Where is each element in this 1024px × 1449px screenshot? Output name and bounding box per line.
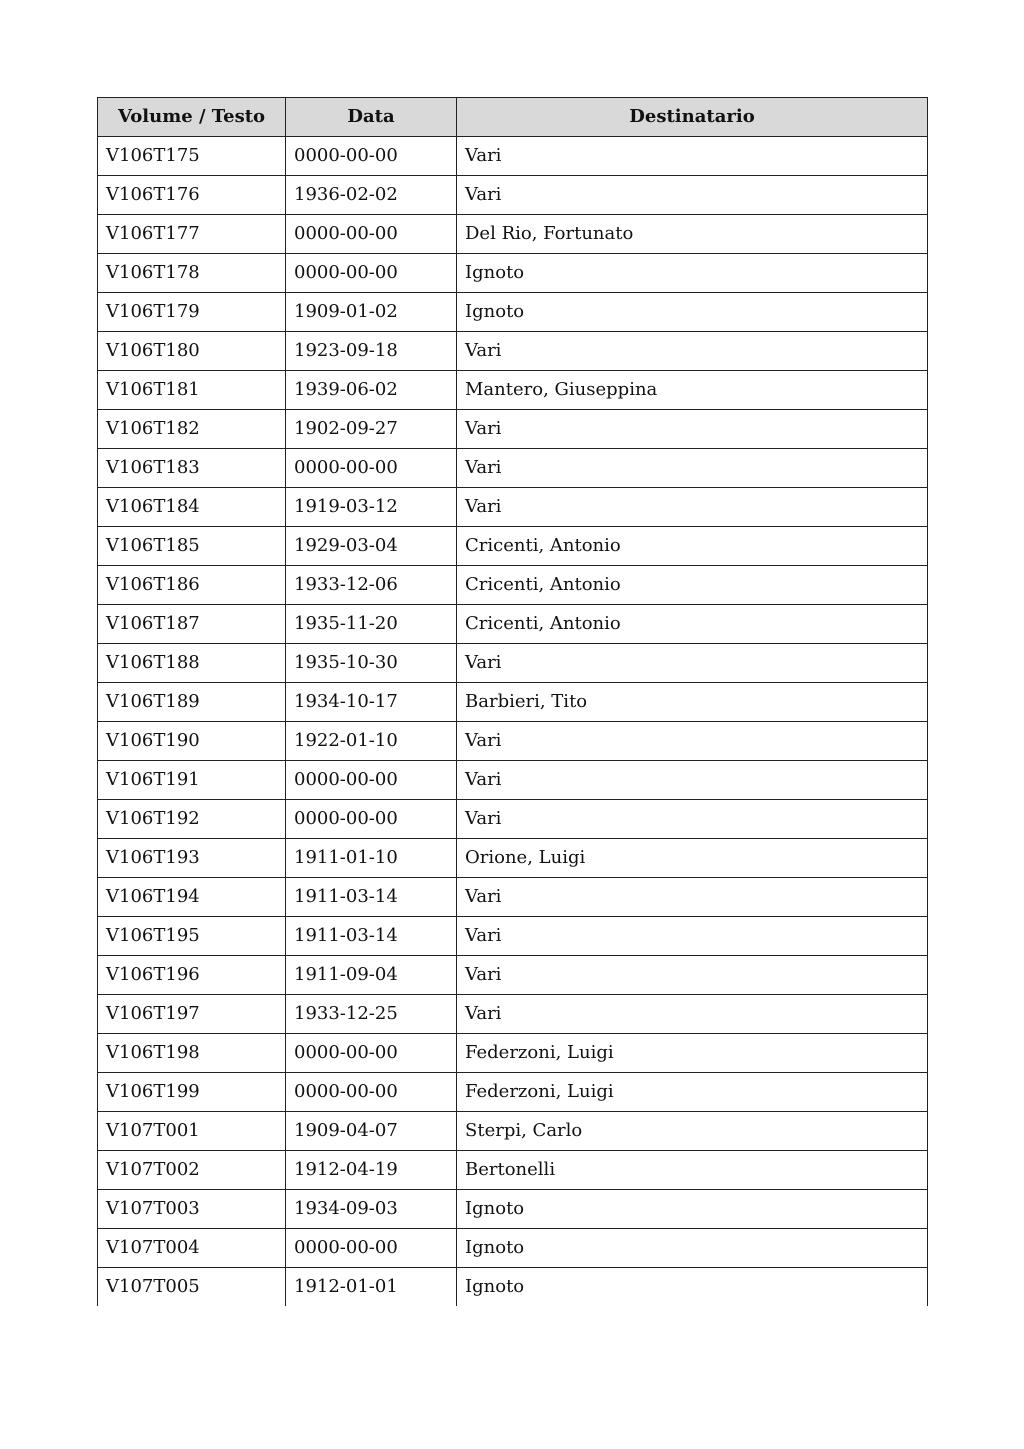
letters-table — [97, 97, 928, 1306]
data-cell: 0000-00-00 — [286, 137, 457, 176]
data-cell: 1923-09-18 — [286, 332, 457, 371]
destinatario-cell: Vari — [457, 917, 928, 956]
table-body — [98, 137, 928, 1307]
table-row — [98, 527, 928, 566]
destinatario-cell: Vari — [457, 722, 928, 761]
volume-testo-cell: V106T183 — [98, 449, 286, 488]
destinatario-cell: Del Rio, Fortunato — [457, 215, 928, 254]
table-row — [98, 1073, 928, 1112]
destinatario-cell: Vari — [457, 995, 928, 1034]
destinatario-cell: Ignoto — [457, 293, 928, 332]
destinatario-cell: Cricenti, Antonio — [457, 605, 928, 644]
data-cell: 0000-00-00 — [286, 1229, 457, 1268]
data-cell: 1922-01-10 — [286, 722, 457, 761]
volume-testo-cell: V106T193 — [98, 839, 286, 878]
destinatario-cell: Vari — [457, 410, 928, 449]
data-cell: 1933-12-25 — [286, 995, 457, 1034]
destinatario-cell: Bertonelli — [457, 1151, 928, 1190]
data-cell: 1935-11-20 — [286, 605, 457, 644]
table-row — [98, 800, 928, 839]
destinatario-cell: Sterpi, Carlo — [457, 1112, 928, 1151]
data-cell: 1911-09-04 — [286, 956, 457, 995]
volume-testo-cell: V106T197 — [98, 995, 286, 1034]
volume-testo-cell: V107T005 — [98, 1268, 286, 1307]
table-row — [98, 1112, 928, 1151]
volume-testo-cell: V107T003 — [98, 1190, 286, 1229]
volume-testo-cell: V106T184 — [98, 488, 286, 527]
volume-testo-cell: V106T192 — [98, 800, 286, 839]
data-cell: 0000-00-00 — [286, 1073, 457, 1112]
data-cell: 0000-00-00 — [286, 254, 457, 293]
volume-testo-cell: V106T189 — [98, 683, 286, 722]
volume-testo-cell: V106T194 — [98, 878, 286, 917]
data-cell: 1909-01-02 — [286, 293, 457, 332]
table-header — [98, 98, 928, 137]
destinatario-cell: Vari — [457, 878, 928, 917]
volume-testo-cell: V106T177 — [98, 215, 286, 254]
data-cell: 1933-12-06 — [286, 566, 457, 605]
destinatario-cell: Vari — [457, 488, 928, 527]
destinatario-cell: Ignoto — [457, 1190, 928, 1229]
column-header-volume-testo: Volume / Testo — [98, 98, 286, 137]
destinatario-cell: Federzoni, Luigi — [457, 1034, 928, 1073]
data-cell: 1911-03-14 — [286, 878, 457, 917]
destinatario-cell: Cricenti, Antonio — [457, 527, 928, 566]
table-row — [98, 839, 928, 878]
table-row — [98, 917, 928, 956]
table-row — [98, 878, 928, 917]
table-row — [98, 488, 928, 527]
volume-testo-cell: V106T179 — [98, 293, 286, 332]
data-cell: 0000-00-00 — [286, 215, 457, 254]
destinatario-cell: Mantero, Giuseppina — [457, 371, 928, 410]
destinatario-cell: Vari — [457, 761, 928, 800]
table-row — [98, 215, 928, 254]
destinatario-cell: Ignoto — [457, 254, 928, 293]
volume-testo-cell: V106T196 — [98, 956, 286, 995]
table-row — [98, 371, 928, 410]
table-row — [98, 683, 928, 722]
destinatario-cell: Federzoni, Luigi — [457, 1073, 928, 1112]
volume-testo-cell: V106T195 — [98, 917, 286, 956]
header-row — [98, 98, 928, 137]
table-row — [98, 722, 928, 761]
volume-testo-cell: V106T178 — [98, 254, 286, 293]
column-header-destinatario: Destinatario — [457, 98, 928, 137]
volume-testo-cell: V107T002 — [98, 1151, 286, 1190]
data-cell: 1939-06-02 — [286, 371, 457, 410]
table-row — [98, 293, 928, 332]
destinatario-cell: Vari — [457, 137, 928, 176]
destinatario-cell: Vari — [457, 176, 928, 215]
table-row — [98, 644, 928, 683]
data-cell: 1912-04-19 — [286, 1151, 457, 1190]
volume-testo-cell: V106T176 — [98, 176, 286, 215]
column-header-data: Data — [286, 98, 457, 137]
data-cell: 1934-10-17 — [286, 683, 457, 722]
volume-testo-cell: V106T187 — [98, 605, 286, 644]
table-row — [98, 137, 928, 176]
volume-testo-cell: V106T185 — [98, 527, 286, 566]
volume-testo-cell: V106T188 — [98, 644, 286, 683]
table-row — [98, 1229, 928, 1268]
data-cell: 0000-00-00 — [286, 449, 457, 488]
table-row — [98, 449, 928, 488]
volume-testo-cell: V106T180 — [98, 332, 286, 371]
destinatario-cell: Cricenti, Antonio — [457, 566, 928, 605]
table-row — [98, 176, 928, 215]
table-row — [98, 1268, 928, 1307]
destinatario-cell: Vari — [457, 332, 928, 371]
data-cell: 1911-01-10 — [286, 839, 457, 878]
table-row — [98, 995, 928, 1034]
data-cell: 1902-09-27 — [286, 410, 457, 449]
data-cell: 1929-03-04 — [286, 527, 457, 566]
data-cell: 0000-00-00 — [286, 800, 457, 839]
data-cell: 1909-04-07 — [286, 1112, 457, 1151]
destinatario-cell: Ignoto — [457, 1268, 928, 1307]
table-row — [98, 410, 928, 449]
data-cell: 1919-03-12 — [286, 488, 457, 527]
volume-testo-cell: V106T190 — [98, 722, 286, 761]
table-row — [98, 566, 928, 605]
table-row — [98, 605, 928, 644]
volume-testo-cell: V106T198 — [98, 1034, 286, 1073]
destinatario-cell: Vari — [457, 449, 928, 488]
destinatario-cell: Orione, Luigi — [457, 839, 928, 878]
volume-testo-cell: V106T186 — [98, 566, 286, 605]
table-row — [98, 332, 928, 371]
table-row — [98, 1034, 928, 1073]
destinatario-cell: Barbieri, Tito — [457, 683, 928, 722]
table-row — [98, 1190, 928, 1229]
data-cell: 0000-00-00 — [286, 1034, 457, 1073]
data-cell: 1912-01-01 — [286, 1268, 457, 1307]
volume-testo-cell: V106T175 — [98, 137, 286, 176]
destinatario-cell: Vari — [457, 800, 928, 839]
volume-testo-cell: V107T004 — [98, 1229, 286, 1268]
volume-testo-cell: V106T182 — [98, 410, 286, 449]
table-row — [98, 1151, 928, 1190]
table-row — [98, 254, 928, 293]
data-cell: 1935-10-30 — [286, 644, 457, 683]
destinatario-cell: Ignoto — [457, 1229, 928, 1268]
data-cell: 0000-00-00 — [286, 761, 457, 800]
data-cell: 1936-02-02 — [286, 176, 457, 215]
volume-testo-cell: V106T181 — [98, 371, 286, 410]
volume-testo-cell: V106T191 — [98, 761, 286, 800]
data-cell: 1911-03-14 — [286, 917, 457, 956]
destinatario-cell: Vari — [457, 644, 928, 683]
data-cell: 1934-09-03 — [286, 1190, 457, 1229]
destinatario-cell: Vari — [457, 956, 928, 995]
table-row — [98, 956, 928, 995]
volume-testo-cell: V107T001 — [98, 1112, 286, 1151]
volume-testo-cell: V106T199 — [98, 1073, 286, 1112]
table-row — [98, 761, 928, 800]
